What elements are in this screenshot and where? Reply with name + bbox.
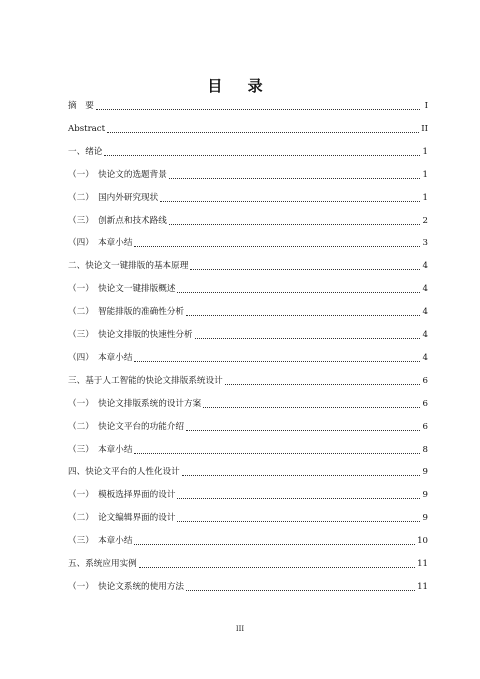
- toc-entry-label: （四） 本章小结: [68, 238, 133, 249]
- toc-entry-label: （二） 快论文平台的功能介绍: [68, 421, 185, 432]
- toc-entry-page: 10: [417, 536, 428, 547]
- toc-entry[interactable]: [68, 511, 428, 525]
- dot-leader: [182, 474, 420, 476]
- toc-entry[interactable]: [68, 145, 428, 159]
- toc-entry-label: （二） 国内外研究现状: [68, 192, 159, 203]
- toc-entry[interactable]: [68, 580, 428, 594]
- dot-leader: [160, 200, 420, 202]
- toc-entry-label: （三） 创新点和技术路线: [68, 215, 167, 226]
- toc-entry-page: 11: [417, 581, 428, 592]
- toc-entry-label: （一） 快论文的选题背景: [68, 169, 167, 180]
- toc-entry-label: （四） 本章小结: [68, 352, 133, 363]
- toc-entry-page: 9: [422, 513, 428, 524]
- toc-entry[interactable]: [68, 465, 428, 479]
- toc-entry[interactable]: [68, 191, 428, 205]
- toc-entry[interactable]: [68, 351, 428, 365]
- toc-entry-page: 4: [422, 284, 428, 295]
- dot-leader: [134, 452, 420, 454]
- toc-entry-page: 9: [422, 467, 428, 478]
- dot-leader: [104, 154, 420, 156]
- toc-entry-label: 五、系统应用实例: [68, 559, 137, 569]
- dot-leader: [177, 291, 420, 293]
- toc-entry-page: 11: [417, 559, 428, 569]
- toc-entry-page: II: [421, 123, 428, 134]
- dot-leader: [177, 520, 420, 522]
- dot-leader: [134, 360, 420, 362]
- dot-leader: [134, 245, 420, 247]
- dot-leader: [225, 383, 420, 385]
- toc-entry[interactable]: [68, 282, 428, 296]
- dot-leader: [195, 337, 420, 339]
- toc-entry-page: 1: [422, 146, 428, 157]
- toc-entry[interactable]: [68, 397, 428, 411]
- toc-entry-label: 摘 要: [68, 101, 94, 111]
- dot-leader: [177, 497, 420, 499]
- toc-entry-label: 四、快论文平台的人性化设计: [68, 467, 180, 478]
- dot-leader: [139, 566, 415, 568]
- dot-leader: [186, 429, 420, 431]
- toc-entry[interactable]: [68, 534, 428, 548]
- toc-entry-page: 4: [422, 330, 428, 340]
- toc-title: 目 录: [207, 77, 273, 95]
- toc-entry-page: 2: [422, 215, 428, 226]
- toc-entry-label: Abstract: [68, 123, 106, 134]
- toc-entry-label: 三、基于人工智能的快论文排版系统设计: [68, 375, 223, 386]
- toc-entry-label: （二） 智能排版的准确性分析: [68, 307, 185, 318]
- toc-entry-label: 二、快论文一键排版的基本原理: [68, 261, 189, 272]
- toc-entry-label: （三） 本章小结: [68, 536, 133, 547]
- toc-entry-page: 6: [422, 375, 428, 386]
- toc-entry[interactable]: [68, 236, 428, 250]
- toc-entry-page: 4: [422, 352, 428, 363]
- footer-page-number: III: [235, 625, 245, 633]
- dot-leader: [169, 177, 420, 179]
- toc-entry-page: 3: [422, 238, 428, 249]
- toc-entry-page: 1: [422, 192, 428, 203]
- dot-leader: [190, 268, 420, 270]
- dot-leader: [186, 589, 415, 591]
- toc-entry[interactable]: [68, 305, 428, 319]
- toc-entry[interactable]: [68, 99, 428, 113]
- toc-entry-label: （二） 论文编辑界面的设计: [68, 513, 176, 524]
- toc-entry[interactable]: [68, 259, 428, 273]
- toc-entry[interactable]: [68, 443, 428, 457]
- dot-leader: [96, 108, 420, 110]
- toc-entry[interactable]: [68, 557, 428, 571]
- toc-entry[interactable]: [68, 328, 428, 342]
- toc-entry-label: （三） 快论文排版的快速性分析: [68, 330, 193, 340]
- toc-entry-label: 一、绪论: [68, 146, 103, 157]
- toc-entry[interactable]: [68, 168, 428, 182]
- toc-entry-label: （一） 模板选择界面的设计: [68, 490, 176, 501]
- toc-entry-page: 6: [422, 398, 428, 409]
- toc-entry-label: （一） 快论文一键排版概述: [68, 284, 176, 295]
- toc-entry-page: 9: [422, 490, 428, 501]
- toc-entry[interactable]: [68, 374, 428, 388]
- toc-entry[interactable]: [68, 214, 428, 228]
- toc-entry-page: 8: [422, 444, 428, 455]
- dot-leader: [203, 406, 420, 408]
- toc-entry-page: I: [424, 101, 428, 111]
- dot-leader: [169, 223, 420, 225]
- dot-leader: [134, 543, 415, 545]
- toc-entry-page: 6: [422, 421, 428, 432]
- toc-entry-label: （一） 快论文系统的使用方法: [68, 581, 185, 592]
- dot-leader: [107, 131, 419, 133]
- toc-entry[interactable]: [68, 122, 428, 136]
- toc-entry-page: 4: [422, 307, 428, 318]
- toc-entry-label: （一） 快论文排版系统的设计方案: [68, 398, 202, 409]
- toc-entry-page: 4: [422, 261, 428, 272]
- toc-entry-page: 1: [422, 169, 428, 180]
- toc-entry[interactable]: [68, 420, 428, 434]
- dot-leader: [186, 314, 420, 316]
- toc-entry-label: （三） 本章小结: [68, 444, 133, 455]
- toc-entry[interactable]: [68, 488, 428, 502]
